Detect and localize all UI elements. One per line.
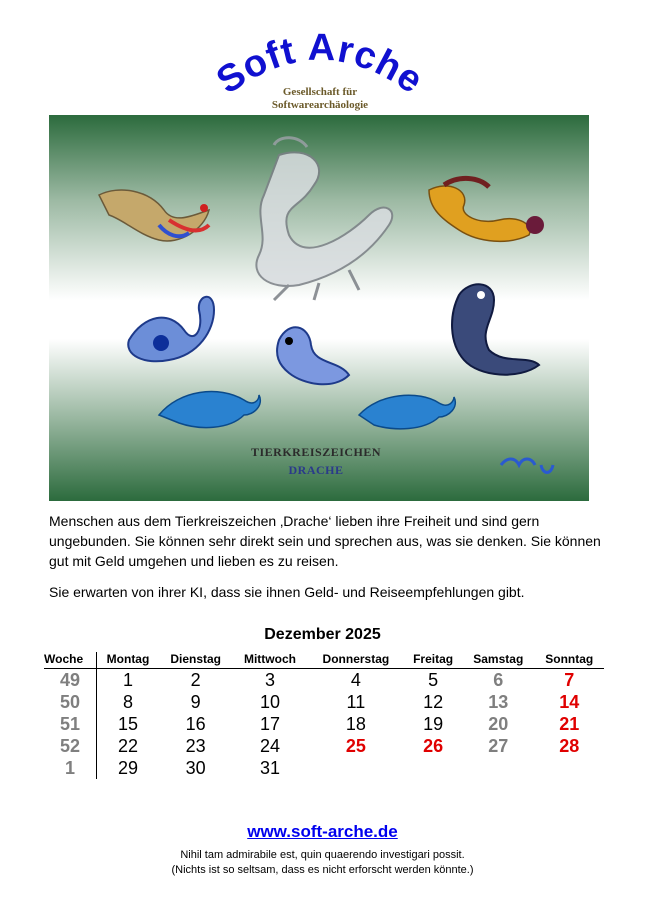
calendar-header-row: [44, 652, 604, 669]
day-cell-sunday: 21: [559, 714, 580, 734]
logo-title: Soft Arche: [209, 30, 431, 102]
small-blue-dragon-center: [277, 327, 349, 384]
day-cell: 5: [428, 670, 439, 690]
day-cell-saturday: [462, 757, 534, 779]
week-number: 1: [44, 757, 97, 779]
day-cell-saturday: 13: [488, 692, 509, 712]
header-week: Woche: [44, 652, 97, 669]
website-link[interactable]: www.soft-arche.de: [247, 822, 398, 841]
day-cell: 24: [259, 736, 280, 756]
header-thursday: Donnerstag: [308, 652, 405, 669]
motto-latin: Nihil tam admirabile est, quin quaerendo investigari possit.: [180, 849, 465, 861]
day-cell: 30: [185, 758, 206, 778]
week-number: 50: [44, 691, 97, 713]
day-cell: 18: [345, 714, 366, 734]
logo: [200, 30, 440, 115]
day-cell-sunday: 28: [559, 736, 580, 756]
day-cell-sunday: [534, 757, 604, 779]
day-cell-sunday: 7: [564, 670, 575, 690]
day-cell-holiday: 25: [345, 736, 366, 756]
day-cell: 23: [185, 736, 206, 756]
header-tuesday: Dienstag: [159, 652, 232, 669]
day-cell-holiday: 26: [423, 736, 444, 756]
day-cell: [404, 757, 462, 779]
motto-german: (Nichts ist so seltsam, dass es nicht erforscht werden könnte.): [171, 864, 474, 876]
calendar-week-row: [44, 735, 604, 757]
day-cell: 8: [122, 692, 133, 712]
header-sunday: Sonntag: [534, 652, 604, 669]
calendar-week-row: [44, 757, 604, 779]
day-cell: 16: [185, 714, 206, 734]
dark-blue-dragon-right: [452, 284, 539, 374]
week-number: 52: [44, 735, 97, 757]
calendar-week-row: [44, 713, 604, 735]
colorful-dragon-left: [99, 190, 209, 241]
day-cell: 19: [423, 714, 444, 734]
day-cell: 3: [264, 670, 275, 690]
watermark-logo: [501, 459, 553, 473]
header-friday: Freitag: [404, 652, 462, 669]
calendar-week-row: [44, 669, 604, 692]
blue-dino-left: [159, 392, 260, 428]
paragraph-description: Menschen aus dem Tierkreiszeichen ‚Drache‘ lieben ihre Freiheit und sind gern ungebunden. Sie können sehr direkt sein und sprechen aus, was sie denken. Sie können gut mit Geld umgehen und lieben es zu reisen.: [49, 513, 601, 569]
calendar-week-row: [44, 691, 604, 713]
blue-dragon-left: [128, 297, 214, 361]
logo-subtitle-line1: Gesellschaft für: [282, 86, 358, 98]
day-cell: 1: [122, 670, 133, 690]
header-saturday: Samstag: [462, 652, 534, 669]
day-cell: 10: [259, 692, 280, 712]
logo-subtitle-line2: Softwarearchäologie: [271, 99, 369, 111]
header-monday: Montag: [97, 652, 159, 669]
photo-caption-line1: TIERKREISZEICHEN: [251, 445, 382, 459]
week-number: 49: [44, 669, 97, 692]
calendar-table: [44, 652, 604, 779]
day-cell: 17: [259, 714, 280, 734]
day-cell: 29: [117, 758, 138, 778]
dragon-photo: [49, 115, 589, 501]
day-cell: 22: [117, 736, 138, 756]
day-cell: 2: [190, 670, 201, 690]
day-cell-sunday: 14: [559, 692, 580, 712]
photo-caption: [251, 445, 381, 478]
day-cell: [308, 757, 405, 779]
day-cell: 9: [190, 692, 201, 712]
day-cell: 31: [259, 758, 280, 778]
calendar-title: Dezember 2025: [264, 626, 381, 643]
paragraph-expectation: Sie erwarten von ihrer KI, dass sie ihnen Geld- und Reiseempfehlungen gibt.: [49, 584, 525, 600]
amber-dragon-right: [429, 178, 544, 241]
header-wednesday: Mittwoch: [232, 652, 307, 669]
day-cell: 15: [117, 714, 138, 734]
blue-dino-right: [359, 395, 455, 429]
day-cell: 4: [350, 670, 361, 690]
photo-caption-line2: DRACHE: [288, 463, 344, 477]
week-number: 51: [44, 713, 97, 735]
clear-glass-dragon: [256, 138, 392, 300]
day-cell: 11: [346, 692, 366, 712]
day-cell: 12: [423, 692, 444, 712]
day-cell-saturday: 27: [488, 736, 509, 756]
day-cell-saturday: 6: [493, 670, 504, 690]
day-cell-saturday: 20: [488, 714, 509, 734]
glass-dragons-illustration: [49, 115, 589, 501]
